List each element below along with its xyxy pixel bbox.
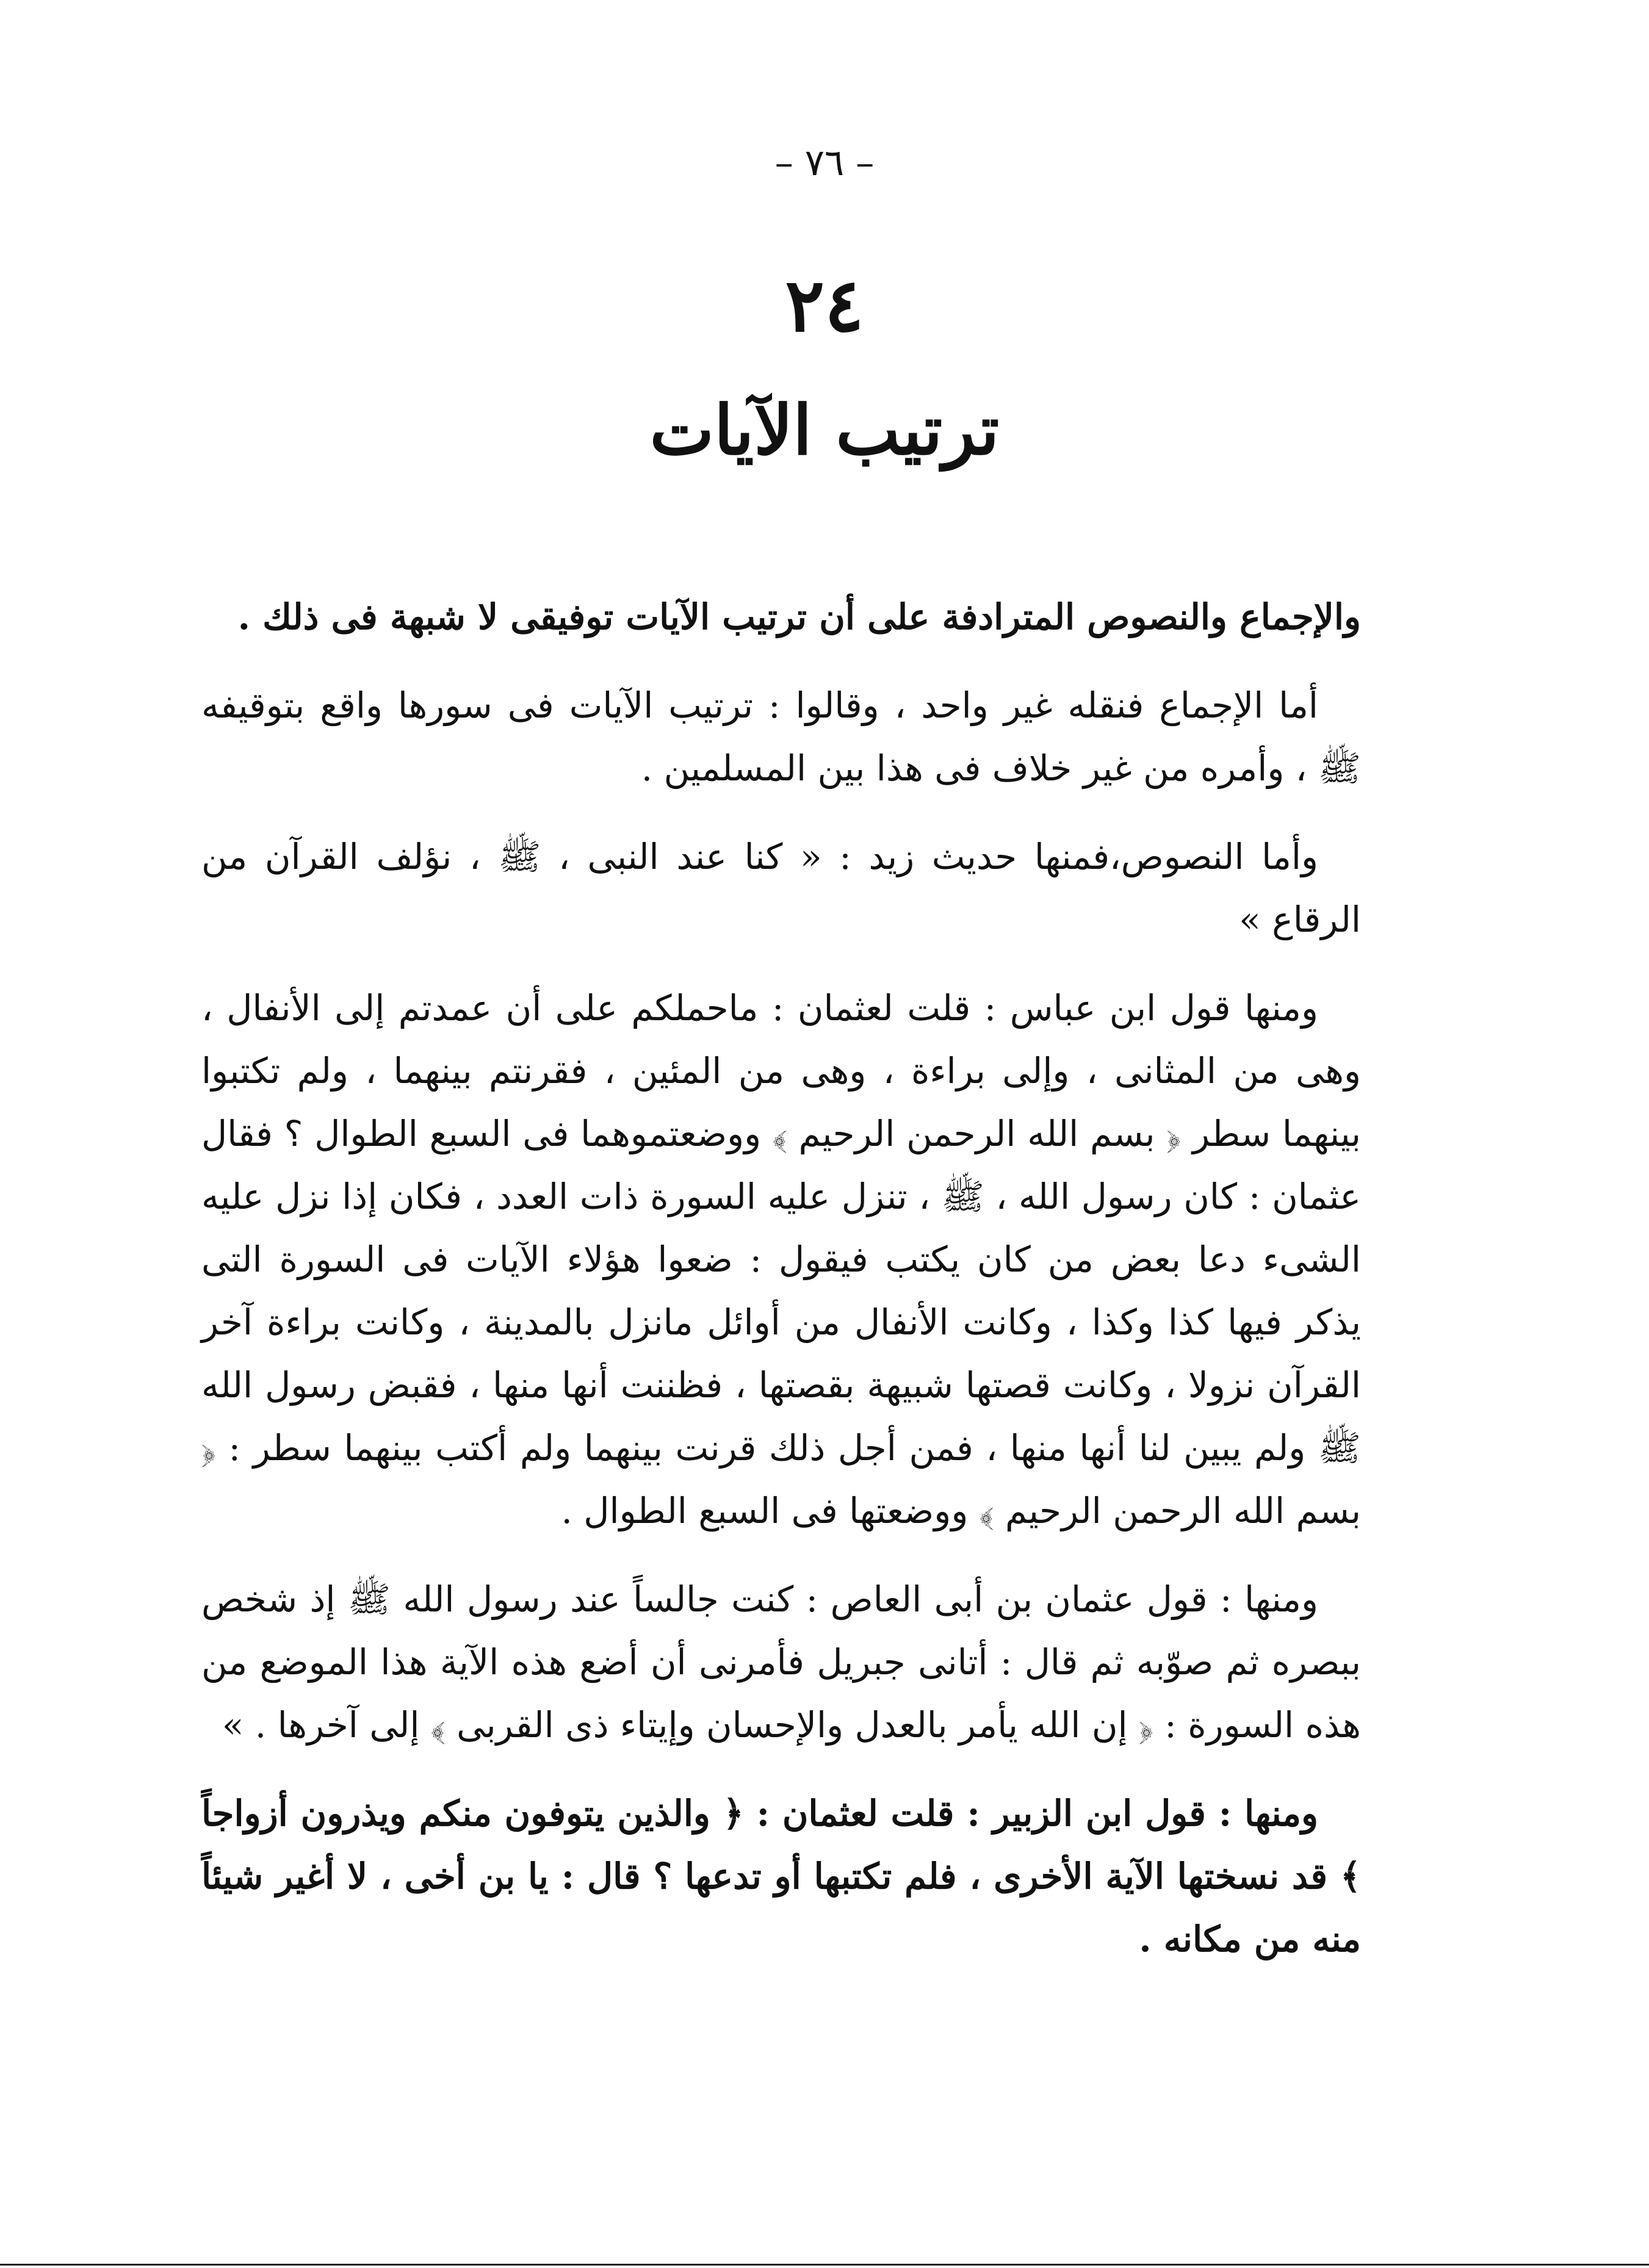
paragraph-intro: والإجماع والنصوص المترادفة على أن ترتيب الآيات توفيقى لا شبهة فى ذلك . bbox=[237, 596, 1361, 638]
body-text bbox=[201, 586, 1361, 1996]
paragraph-ijma: أما الإجماع فنقله غير واحد ، وقالوا : ترتيب الآيات فى سورها واقع بتوقيفه ﷺ ، وأمره من غير خلاف فى هذا بين المسلمين . bbox=[201, 685, 1361, 789]
chapter-title: ترتيب الآيات bbox=[649, 391, 1000, 470]
paragraph-nusus-zayd: وأما النصوص،فمنها حديث زيد : « كنا عند النبى ، ﷺ ، نؤلف القرآن من الرقاع » bbox=[201, 836, 1361, 940]
paragraph-uthman-ibn-abi-al-as: ومنها : قول عثمان بن أبى العاص : كنت جالساً عند رسول الله ﷺ إذ شخص ببصره ثم صوّبه ثم قال : أتانى جبريل فأمرنى أن أضع هذه الآية هذا الموضع من هذه السورة : ﴿ إن الله يأمر بالعدل والإحسان وإيتاء ذى القربى ﴾ إلى آخرها . » bbox=[201, 1579, 1361, 1746]
page-number: – ٧٦ – bbox=[774, 142, 875, 184]
paragraph-ibn-al-zubayr: ومنها : قول ابن الزبير : قلت لعثمان : ﴿ والذين يتوفون منكم ويذرون أزواجاً ﴾ قد نسختها الآية الأخرى ، فلم تكتبها أو تدعها ؟ قال : يا بن أخى ، لا أغير شيئاً منه من مكانه . bbox=[201, 1793, 1361, 1960]
bottom-rule bbox=[0, 2264, 1649, 2266]
chapter-number: ٢٤ bbox=[785, 262, 864, 348]
paragraph-ibn-abbas: ومنها قول ابن عباس : قلت لعثمان : ماحملكم على أن عمدتم إلى الأنفال ، وهى من المثانى ، وإلى براءة ، وهى من المئين ، فقرنتم بينهما ، ولم تكتبوا بينهما سطر ﴿ بسم الله الرحمن الرحيم ﴾ ووضعتموهما فى السبع الطوال ؟ فقال عثمان : كان رسول الله ، ﷺ ، تنزل عليه السورة ذات العدد ، فكان إذا نزل عليه الشىء دعا بعض من كان يكتب فيقول : ضعوا هؤلاء الآيات فى السورة التى يذكر فيها كذا وكذا ، وكانت الأنفال من أوائل مانزل بالمدينة ، وكانت براءة آخر القرآن نزولا ، وكانت قصتها شبيهة بقصتها ، فظننت أنها منها ، فقبض رسول الله ﷺ ولم يبين لنا أنها منها ، فمن أجل ذلك قرنت بينهما ولم أكتب بينهما سطر : ﴿ بسم الله الرحمن الرحيم ﴾ ووضعتها فى السبع الطوال . bbox=[201, 987, 1361, 1532]
